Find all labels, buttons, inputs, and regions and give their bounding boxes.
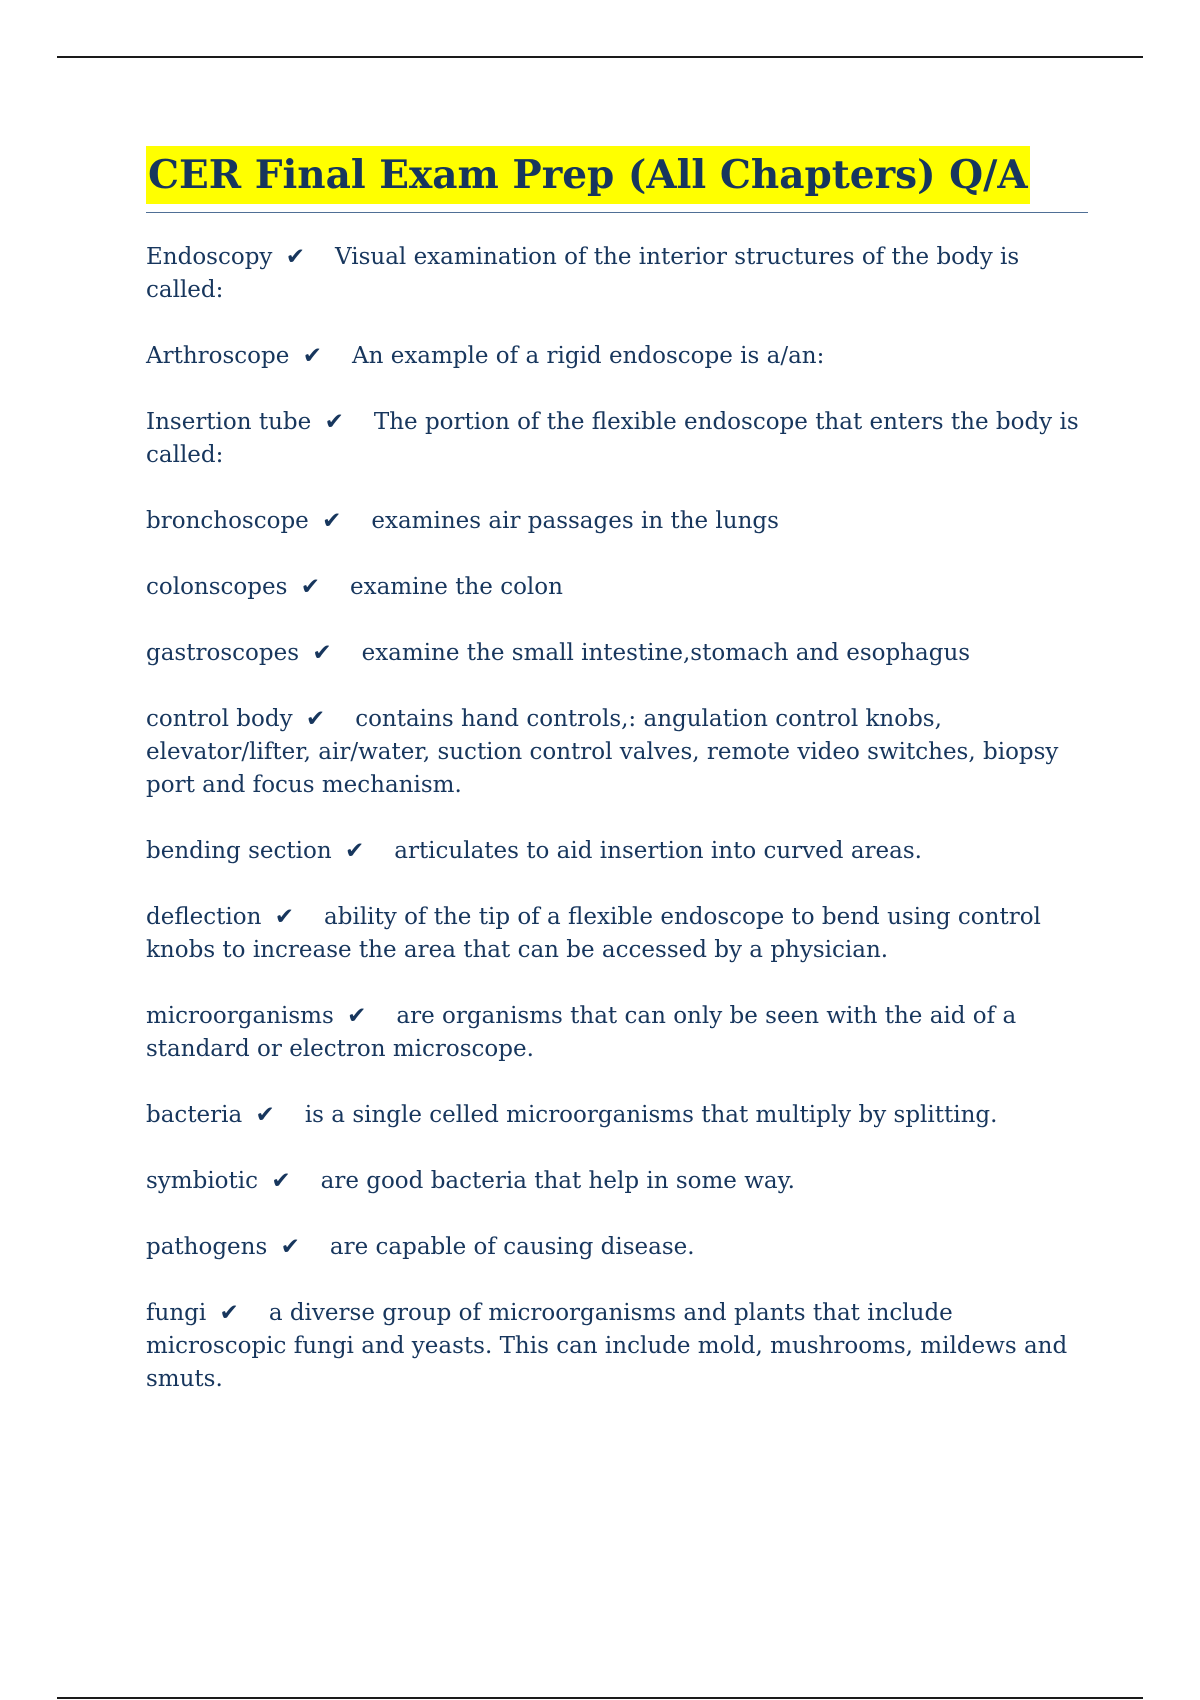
qa-definition: a diverse group of microorganisms and plants that include microscopic fungi and yeasts. This can include mold, mushrooms, mildews and smuts. [146, 1300, 1068, 1392]
qa-item [146, 340, 1088, 373]
check-icon: ✔ [274, 904, 295, 930]
check-icon: ✔ [322, 508, 342, 534]
qa-definition: examine the colon [350, 574, 563, 600]
qa-item [146, 1000, 1088, 1066]
qa-definition: are capable of causing disease. [329, 1234, 695, 1260]
qa-term: deflection [146, 904, 262, 930]
qa-definition: ability of the tip of a flexible endoscope to bend using control knobs to increase the area that can be accessed by a physician. [146, 904, 1041, 963]
qa-term: fungi [146, 1300, 207, 1326]
page-bottom-rule [57, 1697, 1143, 1699]
check-icon: ✔ [285, 244, 306, 270]
qa-definition: is a single celled microorganisms that multiply by splitting. [304, 1102, 998, 1128]
qa-term: pathogens [146, 1234, 268, 1260]
title-block [146, 146, 1088, 213]
qa-list [146, 241, 1088, 1396]
qa-item [146, 1165, 1088, 1198]
qa-item [146, 1231, 1088, 1264]
qa-definition: are organisms that can only be seen with the aid of a standard or electron microscope. [146, 1003, 1017, 1062]
check-icon: ✔ [344, 838, 365, 864]
qa-term: Arthroscope [146, 343, 290, 369]
check-icon: ✔ [255, 1102, 275, 1128]
qa-item [146, 505, 1088, 538]
qa-item [146, 571, 1088, 604]
check-icon: ✔ [305, 706, 326, 732]
check-icon: ✔ [219, 1300, 239, 1326]
qa-term: bronchoscope [146, 508, 309, 534]
qa-item [146, 1297, 1088, 1396]
document-title: CER Final Exam Prep (All Chapters) Q/A [146, 146, 1030, 204]
qa-item [146, 901, 1088, 967]
document-body [146, 146, 1088, 1429]
qa-item [146, 637, 1088, 670]
qa-term: gastroscopes [146, 640, 299, 666]
qa-term: bending section [146, 838, 332, 864]
qa-term: symbiotic [146, 1168, 259, 1194]
qa-definition: articulates to aid insertion into curved areas. [394, 838, 922, 864]
qa-definition: examine the small intestine,stomach and esophagus [361, 640, 971, 666]
page-top-rule [57, 56, 1143, 58]
qa-definition: contains hand controls,: angulation control knobs, elevator/lifter, air/water, suction control valves, remote video switches, biopsy port and focus mechanism. [146, 706, 1059, 798]
qa-term: colonscopes [146, 574, 288, 600]
qa-definition: An example of a rigid endoscope is a/an: [351, 343, 825, 369]
check-icon: ✔ [324, 409, 344, 435]
check-icon: ✔ [280, 1234, 300, 1260]
qa-definition: are good bacteria that help in some way. [320, 1168, 795, 1194]
qa-term: microorganisms [146, 1003, 334, 1029]
qa-definition: examines air passages in the lungs [371, 508, 779, 534]
qa-term: Insertion tube [146, 409, 312, 435]
check-icon: ✔ [302, 343, 322, 369]
qa-item [146, 241, 1088, 307]
qa-item [146, 835, 1088, 868]
check-icon: ✔ [347, 1003, 367, 1029]
check-icon: ✔ [271, 1168, 291, 1194]
qa-term: bacteria [146, 1102, 243, 1128]
qa-item [146, 1099, 1088, 1132]
qa-term: Endoscopy [146, 244, 273, 270]
qa-definition: The portion of the flexible endoscope that enters the body is called: [146, 409, 1079, 468]
qa-definition: Visual examination of the interior structures of the body is called: [146, 244, 1020, 303]
qa-item [146, 703, 1088, 802]
check-icon: ✔ [300, 574, 321, 600]
qa-item [146, 406, 1088, 472]
check-icon: ✔ [312, 640, 332, 666]
qa-term: control body [146, 706, 293, 732]
